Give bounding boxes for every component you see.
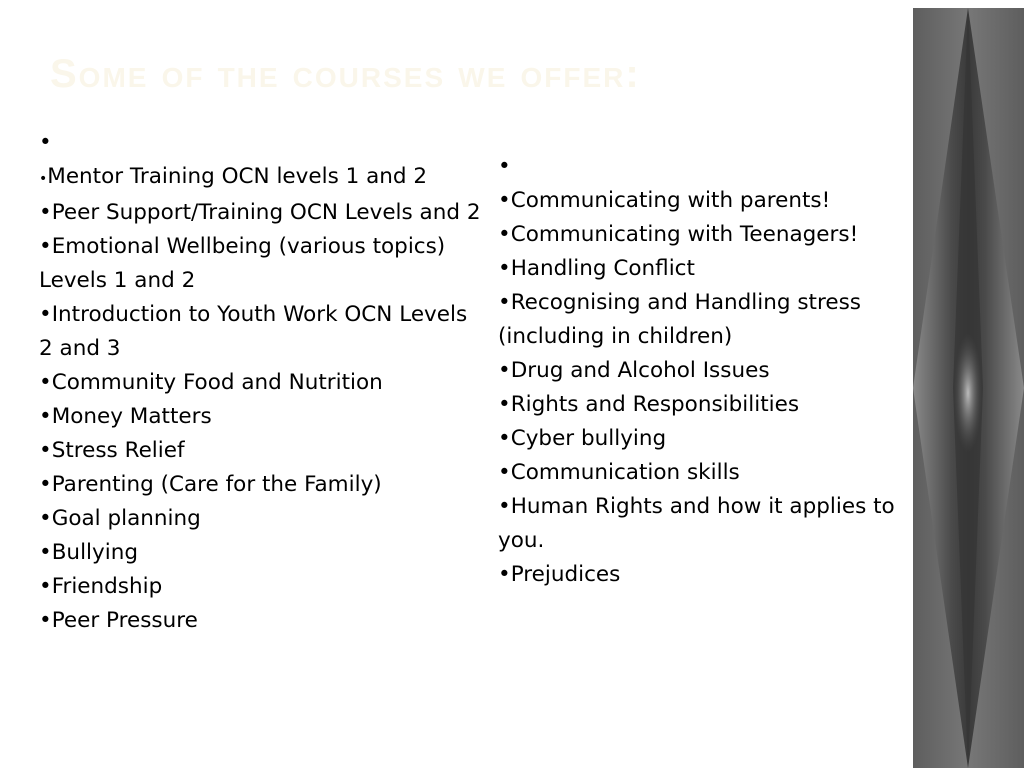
bullet-marker: •	[498, 460, 511, 485]
list-item	[39, 604, 484, 638]
bullet-marker: •	[498, 562, 511, 587]
course-label: Bullying	[51, 540, 138, 565]
list-item	[498, 252, 903, 286]
bullet-marker: •	[39, 438, 52, 463]
diamond-pattern	[913, 8, 1024, 768]
bullet-marker: •	[498, 426, 511, 451]
list-item	[498, 184, 903, 218]
course-label: Handling Conflict	[510, 256, 695, 281]
bullet-marker: •	[498, 256, 511, 281]
left-course-list	[39, 126, 484, 638]
bullet-marker: •	[39, 404, 52, 429]
list-item	[39, 160, 484, 196]
course-label: Mentor Training OCN levels 1 and 2	[47, 164, 428, 189]
bullet-marker: •	[498, 494, 511, 519]
course-label: Drug and Alcohol Issues	[510, 358, 770, 383]
list-item	[39, 298, 484, 366]
list-item	[498, 490, 903, 558]
bullet-marker: •	[498, 154, 511, 179]
list-item	[39, 366, 484, 400]
course-label: Cyber bullying	[510, 426, 667, 451]
bullet-marker: •	[39, 234, 52, 259]
bullet-marker: •	[39, 574, 52, 599]
course-label: Rights and Responsibilities	[510, 392, 800, 417]
course-label: Communicating with parents!	[510, 188, 831, 213]
course-label: Human Rights and how it applies to you.	[498, 494, 895, 553]
list-item	[39, 502, 484, 536]
course-label: Parenting (Care for the Family)	[51, 472, 382, 497]
course-label: Introduction to Youth Work OCN Levels 2 and 3	[39, 302, 468, 361]
list-item	[39, 468, 484, 502]
bullet-marker: •	[498, 222, 511, 247]
decorative-side-panel	[913, 8, 1024, 768]
course-label: Emotional Wellbeing (various topics) Levels 1 and 2	[39, 234, 446, 293]
slide-title: Some of the courses we offer:	[50, 52, 641, 96]
list-item-empty	[498, 150, 903, 184]
course-label: Prejudices	[510, 562, 621, 587]
list-item	[39, 434, 484, 468]
course-label: Community Food and Nutrition	[51, 370, 383, 395]
bullet-marker: •	[39, 506, 52, 531]
list-item	[39, 570, 484, 604]
course-label: Friendship	[51, 574, 163, 599]
list-item	[498, 354, 903, 388]
list-item	[39, 230, 484, 298]
list-item	[498, 218, 903, 252]
bullet-marker: •	[498, 290, 511, 315]
bullet-marker: •	[39, 130, 52, 155]
course-label: Peer Pressure	[51, 608, 198, 633]
list-item	[498, 456, 903, 490]
course-label: Communicating with Teenagers!	[510, 222, 859, 247]
list-item	[39, 536, 484, 570]
bullet-marker: •	[498, 358, 511, 383]
list-item	[39, 400, 484, 434]
course-label: Communication skills	[510, 460, 740, 485]
course-label: Recognising and Handling stress (including in children)	[498, 290, 861, 349]
bullet-marker: •	[39, 200, 52, 225]
bullet-marker: •	[39, 540, 52, 565]
list-item	[498, 422, 903, 456]
course-label: Peer Support/Training OCN Levels and 2	[51, 200, 481, 225]
course-label: Stress Relief	[51, 438, 185, 463]
bullet-marker: •	[39, 171, 48, 187]
bullet-marker: •	[39, 472, 52, 497]
bullet-marker: •	[39, 608, 52, 633]
list-item	[498, 388, 903, 422]
list-item	[498, 286, 903, 354]
bullet-marker: •	[498, 392, 511, 417]
bullet-marker: •	[39, 302, 52, 327]
list-item	[498, 558, 903, 592]
right-course-list	[498, 150, 903, 592]
course-label: Goal planning	[51, 506, 201, 531]
bullet-marker: •	[39, 370, 52, 395]
diamond-highlight	[954, 333, 982, 453]
list-item-empty	[39, 126, 484, 160]
course-label: Money Matters	[51, 404, 212, 429]
bullet-marker: •	[498, 188, 511, 213]
list-item	[39, 196, 484, 230]
